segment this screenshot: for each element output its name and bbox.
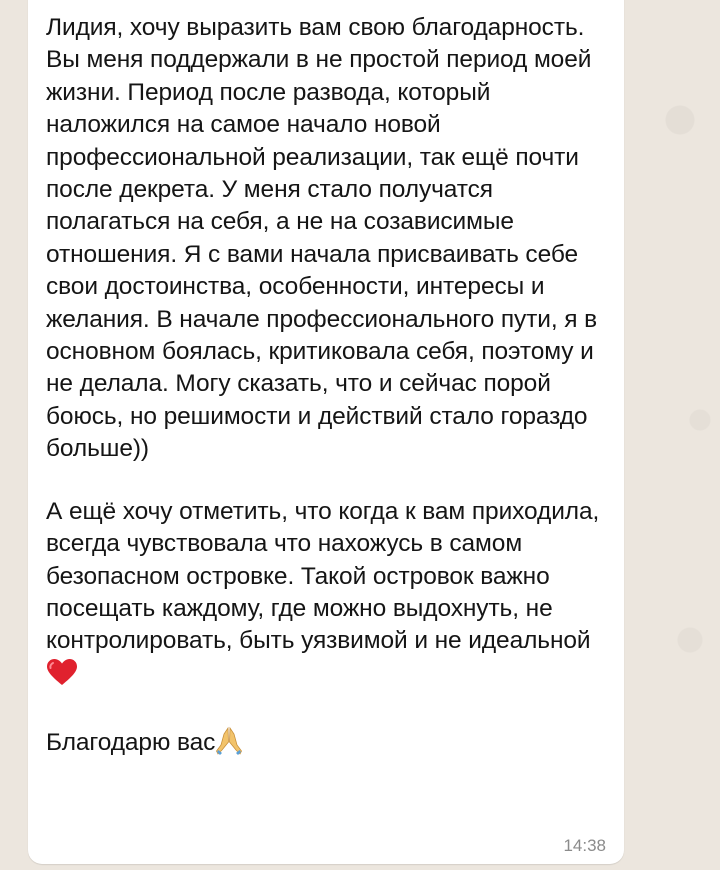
- folded-hands-icon: [216, 726, 242, 765]
- message-bubble[interactable]: [28, 0, 624, 864]
- message-paragraph-2-text: А ещё хочу отметить, что когда к вам приходила, всегда чувствовала что нахожусь в самом безопасном островке. Такой островок важно посещать каждому, где можно выдохнуть, не контролировать, быть уязвимой и не идеальной: [46, 497, 600, 655]
- message-paragraph-2: [46, 496, 604, 696]
- red-heart-icon: [47, 659, 77, 696]
- message-paragraph-1: [46, 12, 604, 466]
- message-paragraph-1-text: Лидия, хочу выразить вам свою благодарность. Вы меня поддержали в не простой период моей жизни. Период после развода, который наложился на самое начало новой профессиональной реализации, так ещё почти после декрета. У меня стало получатся полагаться на себя, а не на созависимые отношения. Я с вами начала присваивать себе свои достоинства, особенности, интересы и желания. В начале профессионального пути, я в основном боялась, критиковала себя, поэтому и не делала. Могу сказать, что и сейчас порой боюсь, но решимости и действий стало гораздо больше)): [46, 14, 598, 463]
- message-timestamp: 14:38: [563, 836, 606, 855]
- message-paragraph-3-text: Благодарю вас: [46, 729, 216, 757]
- message-paragraph-3: [46, 726, 604, 765]
